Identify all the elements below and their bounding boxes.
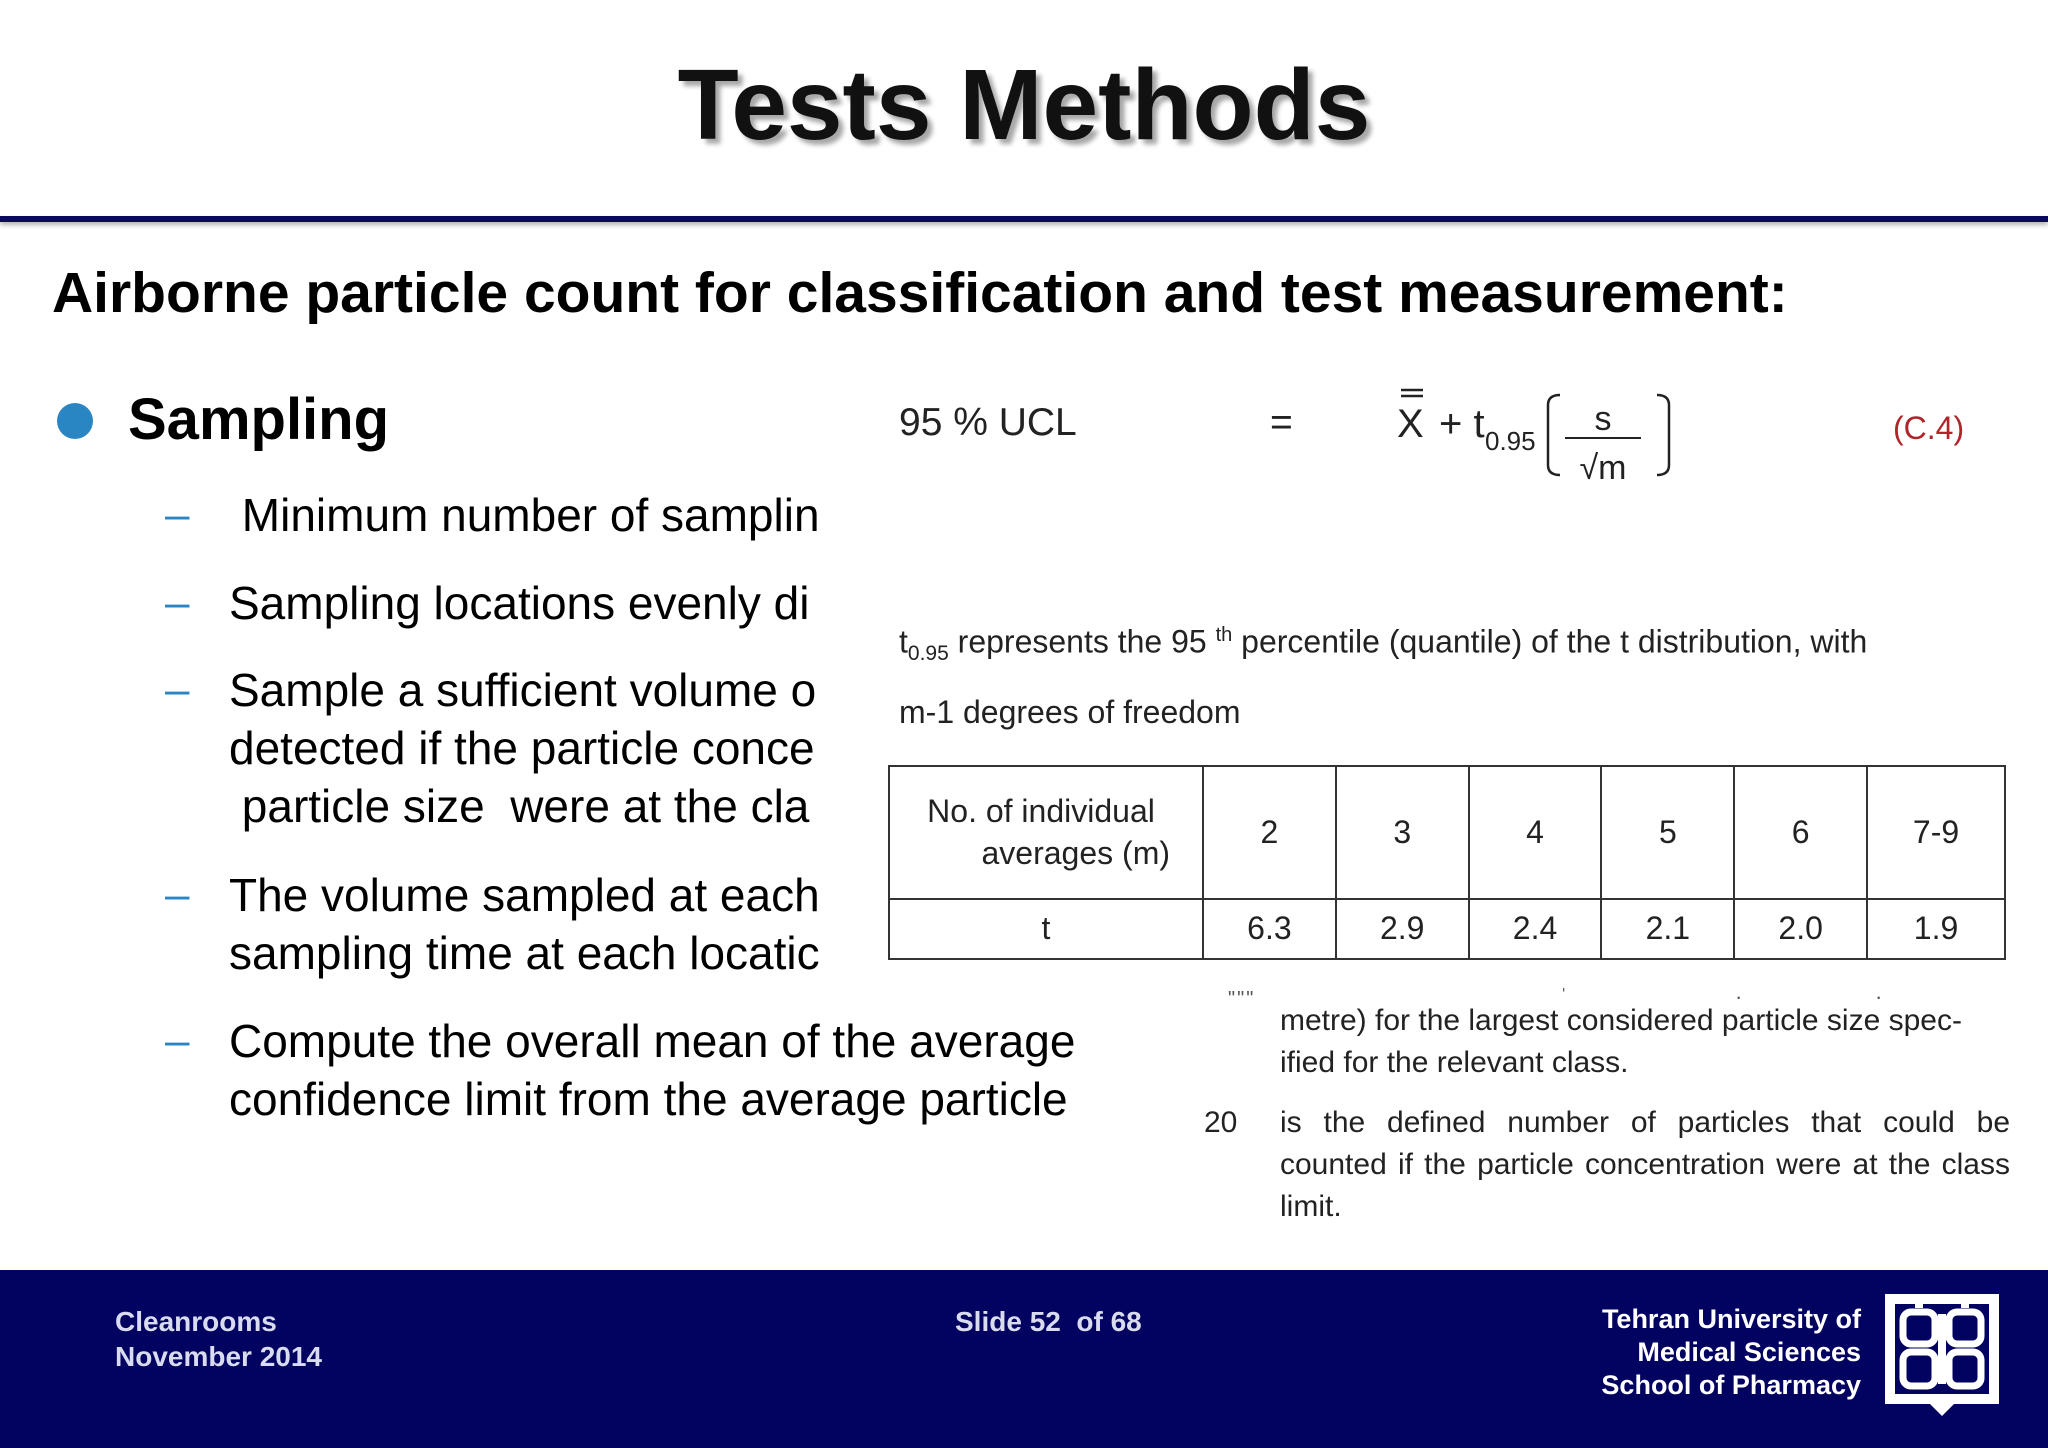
list-item-line: The volume sampled at each <box>229 869 820 921</box>
table-cell: 7-9 <box>1867 766 2005 899</box>
table-cell: 6.3 <box>1203 899 1336 959</box>
slide-subtitle: Airborne particle count for classification and test measurement: <box>52 261 1788 325</box>
table-row <box>889 766 2005 899</box>
table-cell: 5 <box>1601 766 1734 899</box>
note-text: is the defined number of particles that could be counted if the particle concentration were at the class limit. <box>1280 1106 2010 1223</box>
t-subscript: 0.95 <box>1485 426 1536 456</box>
footer-institution <box>1601 1303 1861 1402</box>
list-item-line: Minimum number of samplin <box>229 489 820 541</box>
t-desc-text: percentile (quantile) of the t distribution, with <box>1232 623 1868 660</box>
note-text: metre) for the largest considered particle size spec-ified for the relevant class. <box>1280 1004 1962 1079</box>
stray-dot: ˈ <box>1560 984 1568 1009</box>
t-desc-text: represents the 95 <box>948 623 1216 660</box>
table-header-cell <box>889 766 1203 899</box>
table-cell: 3 <box>1336 766 1469 899</box>
xbar-symbol: X <box>1397 402 1424 446</box>
slide-title: Tests Methods <box>677 49 1371 161</box>
dash-marker: – <box>165 1016 190 1065</box>
t-description <box>899 606 1867 741</box>
bullet-label: Sampling <box>128 387 390 452</box>
footer-course: Cleanrooms <box>115 1306 277 1337</box>
numerator: s <box>1594 400 1612 438</box>
table-cell: 2.1 <box>1601 899 1734 959</box>
ucl-label: 95 % UCL <box>899 401 1077 444</box>
t-distribution-table <box>888 765 2006 960</box>
university-logo-icon <box>1885 1294 1999 1416</box>
list-item-line: detected if the particle conce <box>229 722 815 774</box>
table-header-cell: t <box>889 899 1203 959</box>
footer-left <box>115 1304 322 1374</box>
table-cell: 6 <box>1734 766 1867 899</box>
table-cell: 2.4 <box>1469 899 1602 959</box>
table-cell: 1.9 <box>1867 899 2005 959</box>
t-desc-sup: th <box>1215 624 1233 646</box>
dash-marker: – <box>165 870 190 919</box>
plus-t: + t <box>1439 402 1485 446</box>
table-cell: 2.9 <box>1336 899 1469 959</box>
list-item-line: Sampling locations evenly di <box>229 577 810 629</box>
stray-marks: """ <box>1228 988 1256 1010</box>
ucl-formula <box>1395 380 1685 500</box>
institution-line: School of Pharmacy <box>1601 1370 1861 1400</box>
dash-marker: – <box>165 490 190 539</box>
table-row <box>889 899 2005 959</box>
stray-dot: · <box>1875 984 1883 1009</box>
slide-number: Slide 52 of 68 <box>955 1306 1142 1337</box>
table-cell: 2 <box>1203 766 1336 899</box>
bullet-dot-icon <box>57 403 93 439</box>
institution-line: Tehran University of <box>1601 1304 1861 1334</box>
institution-line: Medical Sciences <box>1637 1337 1861 1367</box>
header-line: averages (m) <box>981 835 1170 872</box>
t-symbol: t <box>899 623 908 660</box>
t-symbol-subscript: 0.95 <box>907 642 949 666</box>
dash-marker: – <box>165 578 190 627</box>
denominator: √m <box>1579 449 1627 487</box>
note-number: 20 <box>1204 1106 1238 1139</box>
footer-date: November 2014 <box>115 1341 323 1372</box>
list-item-line: Sample a sufficient volume o <box>229 664 817 716</box>
header-line: No. of individual <box>927 793 1155 830</box>
list-item-line: sampling time at each locatic <box>229 927 820 979</box>
table-cell: 4 <box>1469 766 1602 899</box>
list-item-line: confidence limit from the average particle <box>229 1073 1068 1125</box>
dash-marker: – <box>165 665 190 714</box>
list-item-line: Compute the overall mean of the average <box>229 1015 1076 1067</box>
stray-dot: · <box>1735 984 1743 1009</box>
equation-reference: (C.4) <box>1893 410 1965 446</box>
t-desc-line2: m-1 degrees of freedom <box>899 694 1241 731</box>
equals-sign: = <box>1270 401 1293 444</box>
table-cell: 2.0 <box>1734 899 1867 959</box>
list-item-line: particle size were at the cla <box>229 780 810 832</box>
